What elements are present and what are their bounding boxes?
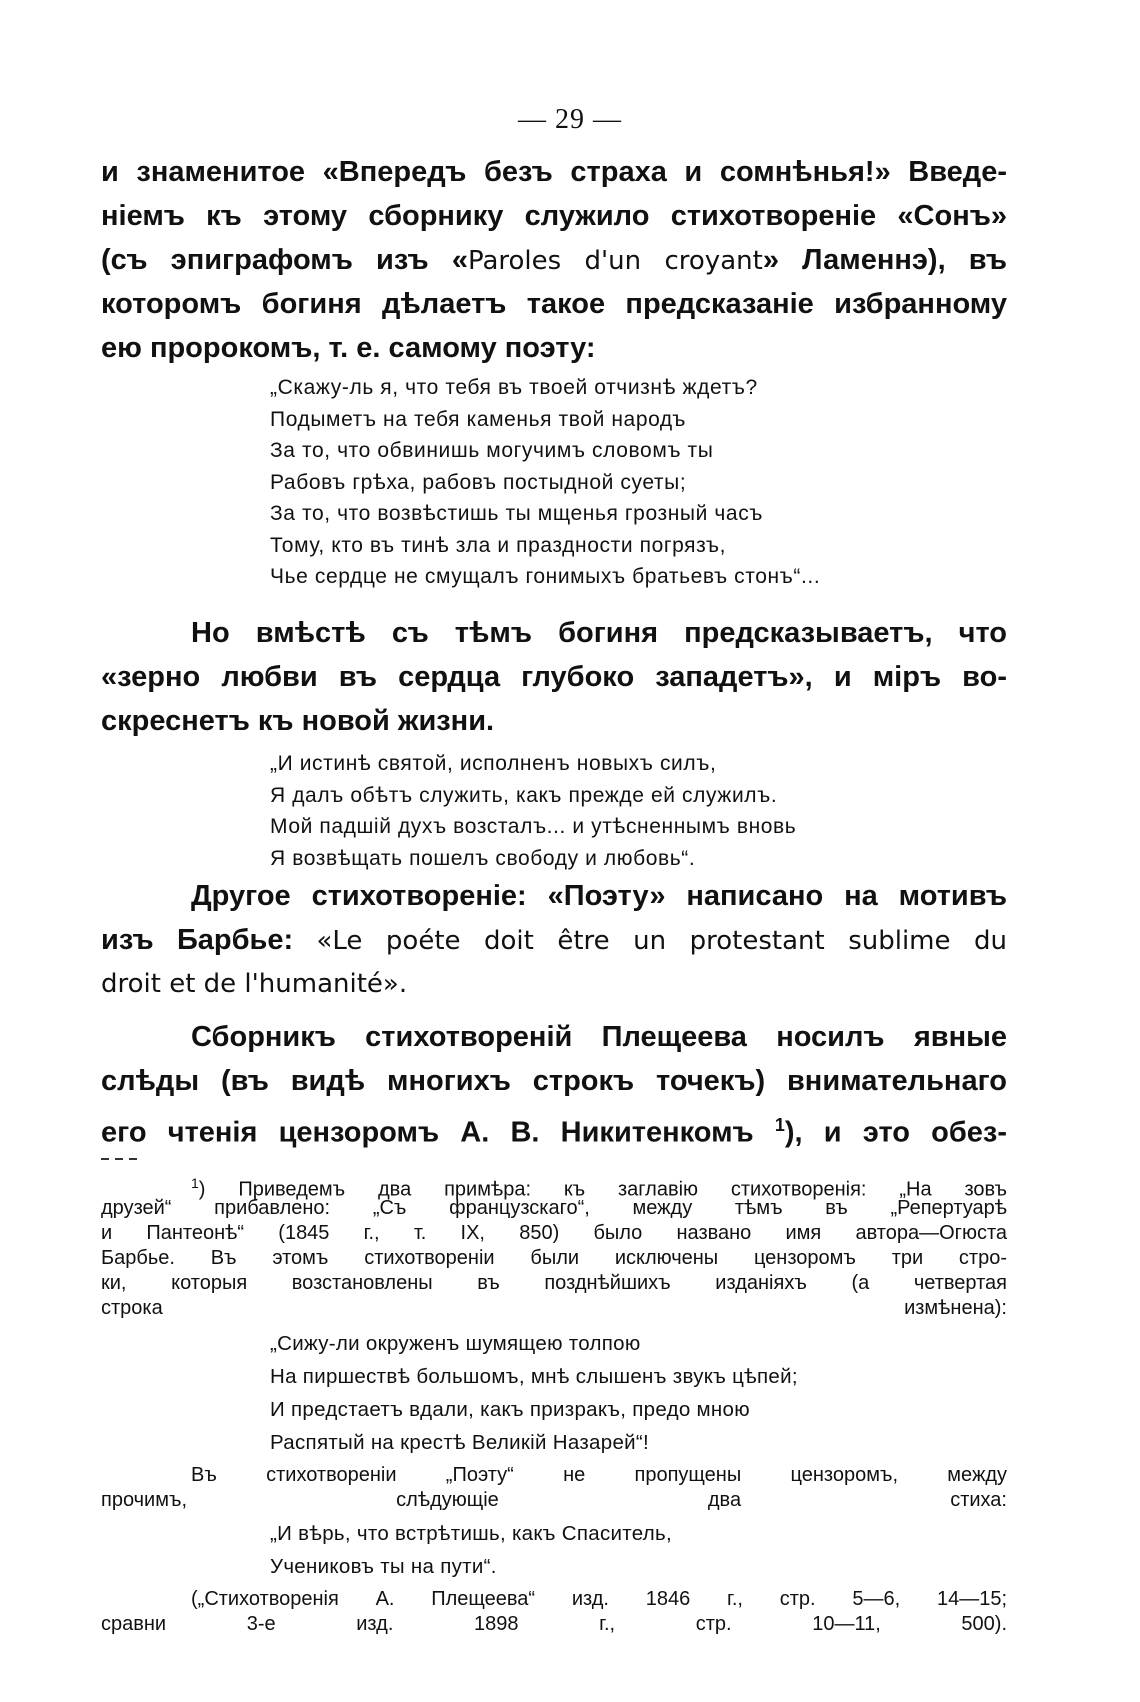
verse-line: Распятый на крестѣ Великій Назарей“! (270, 1431, 650, 1454)
verse-line: Чье сердце не смущалъ гонимыхъ братьевъ стонъ“... (270, 565, 821, 588)
footnote-verse-2 (270, 1517, 672, 1583)
paragraph-2-line-3: скреснетъ къ новой жизни. (101, 705, 495, 737)
footnote-paragraph-2-line-1: Въ стихотвореніи „Поэту“ не пропущены цензоромъ, между (191, 1464, 1007, 1486)
paragraph-3-line-2 (101, 918, 1007, 963)
footnote-line-2: друзей“ прибавлено: „Съ французскаго“, между тѣмъ въ „Репертуарѣ (101, 1197, 1007, 1219)
verse-line: Я далъ обѣтъ служить, какъ прежде ей служилъ. (270, 783, 778, 807)
verse-line: За то, что обвинишь могучимъ словомъ ты (270, 439, 714, 462)
footnote-line-5: ки, которыя возстановлены въ позднѣйшихъ изданіяхъ (а четвертая (101, 1272, 1007, 1294)
verse-line: На пиршествѣ большомъ, мнѣ слышенъ звукъ цѣпей; (270, 1365, 798, 1388)
verse-line: Тому, кто въ тинѣ зла и праздности погрязъ, (270, 533, 727, 557)
verse-line: „Сижу-ли окруженъ шумящею толпою (270, 1332, 641, 1355)
verse-line: Учениковъ ты на пути“. (270, 1555, 497, 1578)
text-span: его чтенія цензоромъ А. В. Никитенкомъ (101, 1116, 775, 1149)
verse-line: И предстаетъ вдали, какъ призракъ, предо мною (270, 1398, 750, 1421)
footnote-reference: 1 (774, 1115, 785, 1135)
verse-line: Рабовъ грѣха, рабовъ постыдной суеты; (270, 470, 687, 494)
text-span: изъ Барбье: (101, 924, 317, 956)
text-span: (съ эпиграфомъ изъ « (101, 244, 468, 276)
footnote-reference-line-2: сравни 3-е изд. 1898 г., стр. 10—11, 500). (101, 1613, 1007, 1635)
verse-line: Мой падшій духъ возсталъ... и утѣсненнымъ вновь (270, 815, 797, 838)
paragraph-3-line-1: Другое стихотвореніе: «Поэту» написано на мотивъ (191, 880, 1007, 912)
page-number: — 29 — (518, 104, 622, 135)
text-span: ) Приведемъ два примѣра: къ заглавію стихотворенія: „На зовъ (198, 1178, 1007, 1201)
footnote-line-6: строка измѣнена): (101, 1297, 1007, 1319)
latin-title: Paroles d'un croyant (467, 246, 763, 276)
text-span: ), и это обез- (784, 1116, 1007, 1149)
footnote-line-4: Барбье. Въ этомъ стихотвореніи были исключены цензоромъ три стро- (101, 1247, 1007, 1269)
verse-line: „И истинѣ святой, исполненъ новыхъ силъ, (270, 752, 717, 775)
verse-block-1 (270, 372, 820, 593)
paragraph-4-line-2: слѣды (въ видѣ многихъ строкъ точекъ) внимательнаго (101, 1065, 1007, 1097)
separator-dash (115, 1158, 123, 1160)
paragraph-4-line-1: Сборникъ стихотвореній Плещеева носилъ явные (191, 1021, 1007, 1053)
text-span: » Ламеннэ), въ (762, 244, 1008, 276)
footnote-marker: 1 (191, 1175, 199, 1191)
separator-dash (129, 1158, 137, 1160)
verse-line: Я возвѣщать пошелъ свободу и любовь“. (270, 846, 696, 870)
footnote-reference-line-1: („Стихотворенія А. Плещеева“ изд. 1846 г., стр. 5—6, 14—15; (191, 1588, 1007, 1610)
paragraph-2-line-2: «зерно любви въ сердца глубоко западетъ», и міръ во- (101, 661, 1007, 693)
verse-line: „Скажу-ль я, что тебя въ твоей отчизнѣ ждетъ? (270, 376, 758, 399)
paragraph-1-line-2: ніемъ къ этому сборнику служило стихотвореніе «Сонъ» (101, 200, 1007, 232)
paragraph-1-line-5: ею пророкомъ, т. е. самому поэту: (101, 332, 596, 364)
footnote-verse-1 (270, 1327, 798, 1459)
verse-line: За то, что возвѣстишь ты мщенья грозный часъ (270, 502, 764, 525)
verse-block-2 (270, 748, 796, 874)
latin-quote: «Le poéte doit être un protestant sublime du (316, 926, 1007, 956)
paragraph-3-line-3: droit et de l'humanité». (101, 969, 408, 999)
verse-line: Подыметъ на тебя каменья твой народъ (270, 407, 687, 431)
separator-dash (101, 1158, 109, 1160)
paragraph-1-line-4: которомъ богиня дѣлаетъ такое предсказаніе избранному (101, 288, 1007, 320)
footnote-paragraph-2-line-2: прочимъ, слѣдующіе два стиха: (101, 1489, 1007, 1511)
paragraph-4-line-3 (101, 1103, 1007, 1155)
paragraph-2-line-1: Но вмѣстѣ съ тѣмъ богиня предсказываетъ, что (191, 617, 1007, 649)
paragraph-1-line-3 (101, 238, 1007, 283)
footnote-line-3: и Пантеонѣ“ (1845 г., т. IX, 850) было названо имя автора—Огюста (101, 1222, 1007, 1244)
paragraph-1-line-1: и знаменитое «Впередъ безъ страха и сомнѣнья!» Введе- (101, 156, 1007, 188)
verse-line: „И вѣрь, что встрѣтишь, какъ Спаситель, (270, 1522, 672, 1545)
